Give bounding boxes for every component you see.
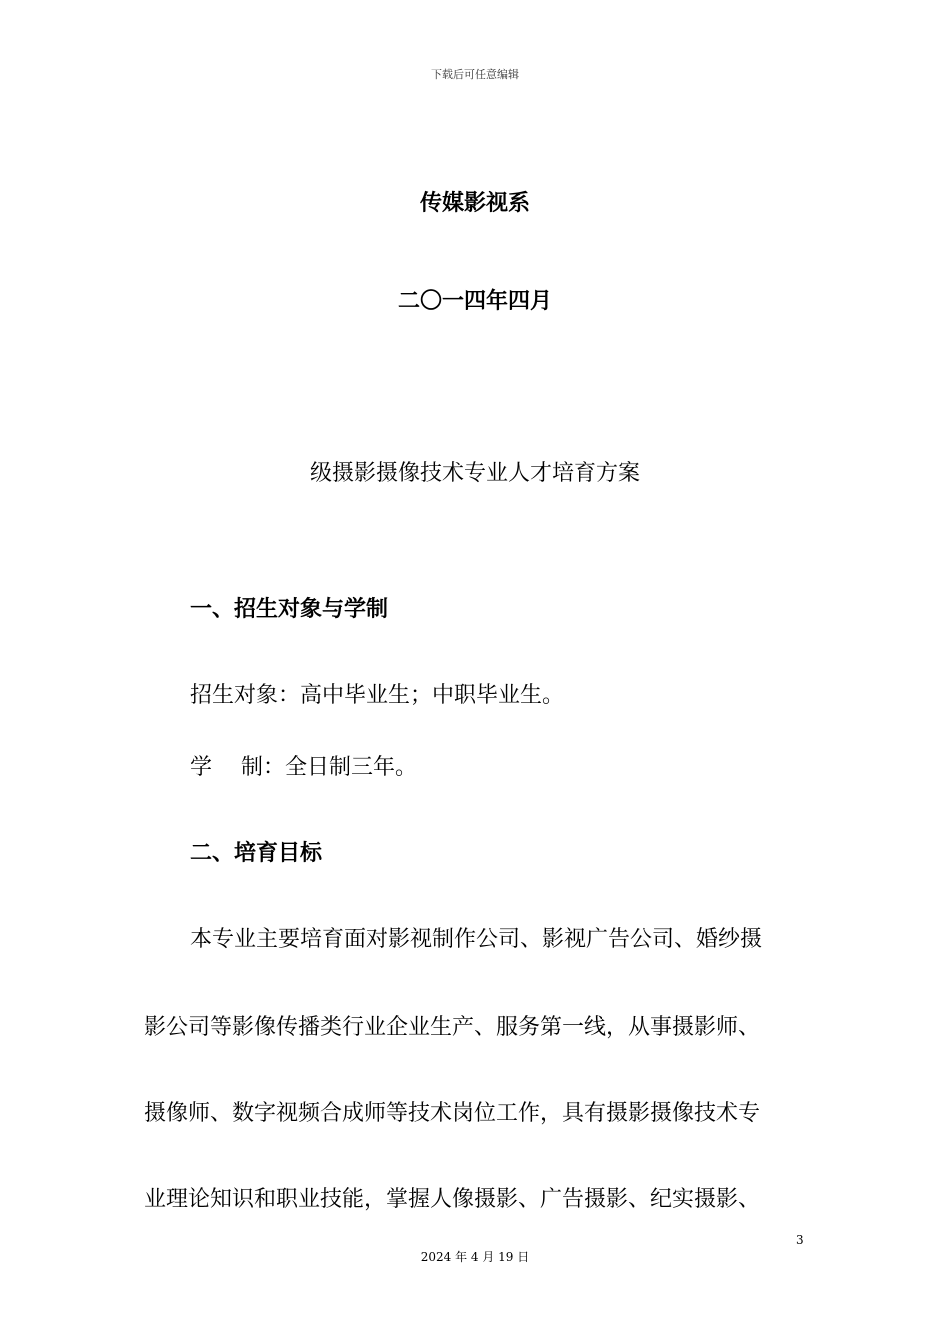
- goals-paragraph-line-2: 影公司等影像传播类行业企业生产、服务第一线，从事摄影师、: [144, 1015, 761, 1040]
- goals-paragraph-line-4: 业理论知识和职业技能，掌握人像摄影、广告摄影、纪实摄影、: [144, 1187, 761, 1212]
- cover-date: 二〇一四年四月: [397, 289, 552, 314]
- department-title: 传媒影视系: [419, 191, 530, 216]
- page-number: 3: [796, 1233, 804, 1247]
- footer-date: 2024 年 4 月 19 日: [420, 1250, 530, 1264]
- section-heading-enrollment: 一、招生对象与学制: [190, 597, 389, 622]
- document-title: 级摄影摄像技术专业人才培育方案: [309, 461, 640, 486]
- goals-paragraph-line-3: 摄像师、数字视频合成师等技术岗位工作，具有摄影摄像技术专: [144, 1101, 761, 1126]
- header-note: 下载后可任意编辑: [431, 68, 519, 81]
- study-duration-line: 学 制：全日制三年。: [190, 755, 417, 780]
- enrollment-target-line: 招生对象：高中毕业生；中职毕业生。: [190, 683, 565, 708]
- goals-paragraph-line-1: 本专业主要培育面对影视制作公司、影视广告公司、婚纱摄: [190, 927, 763, 952]
- section-heading-goals: 二、培育目标: [190, 841, 323, 866]
